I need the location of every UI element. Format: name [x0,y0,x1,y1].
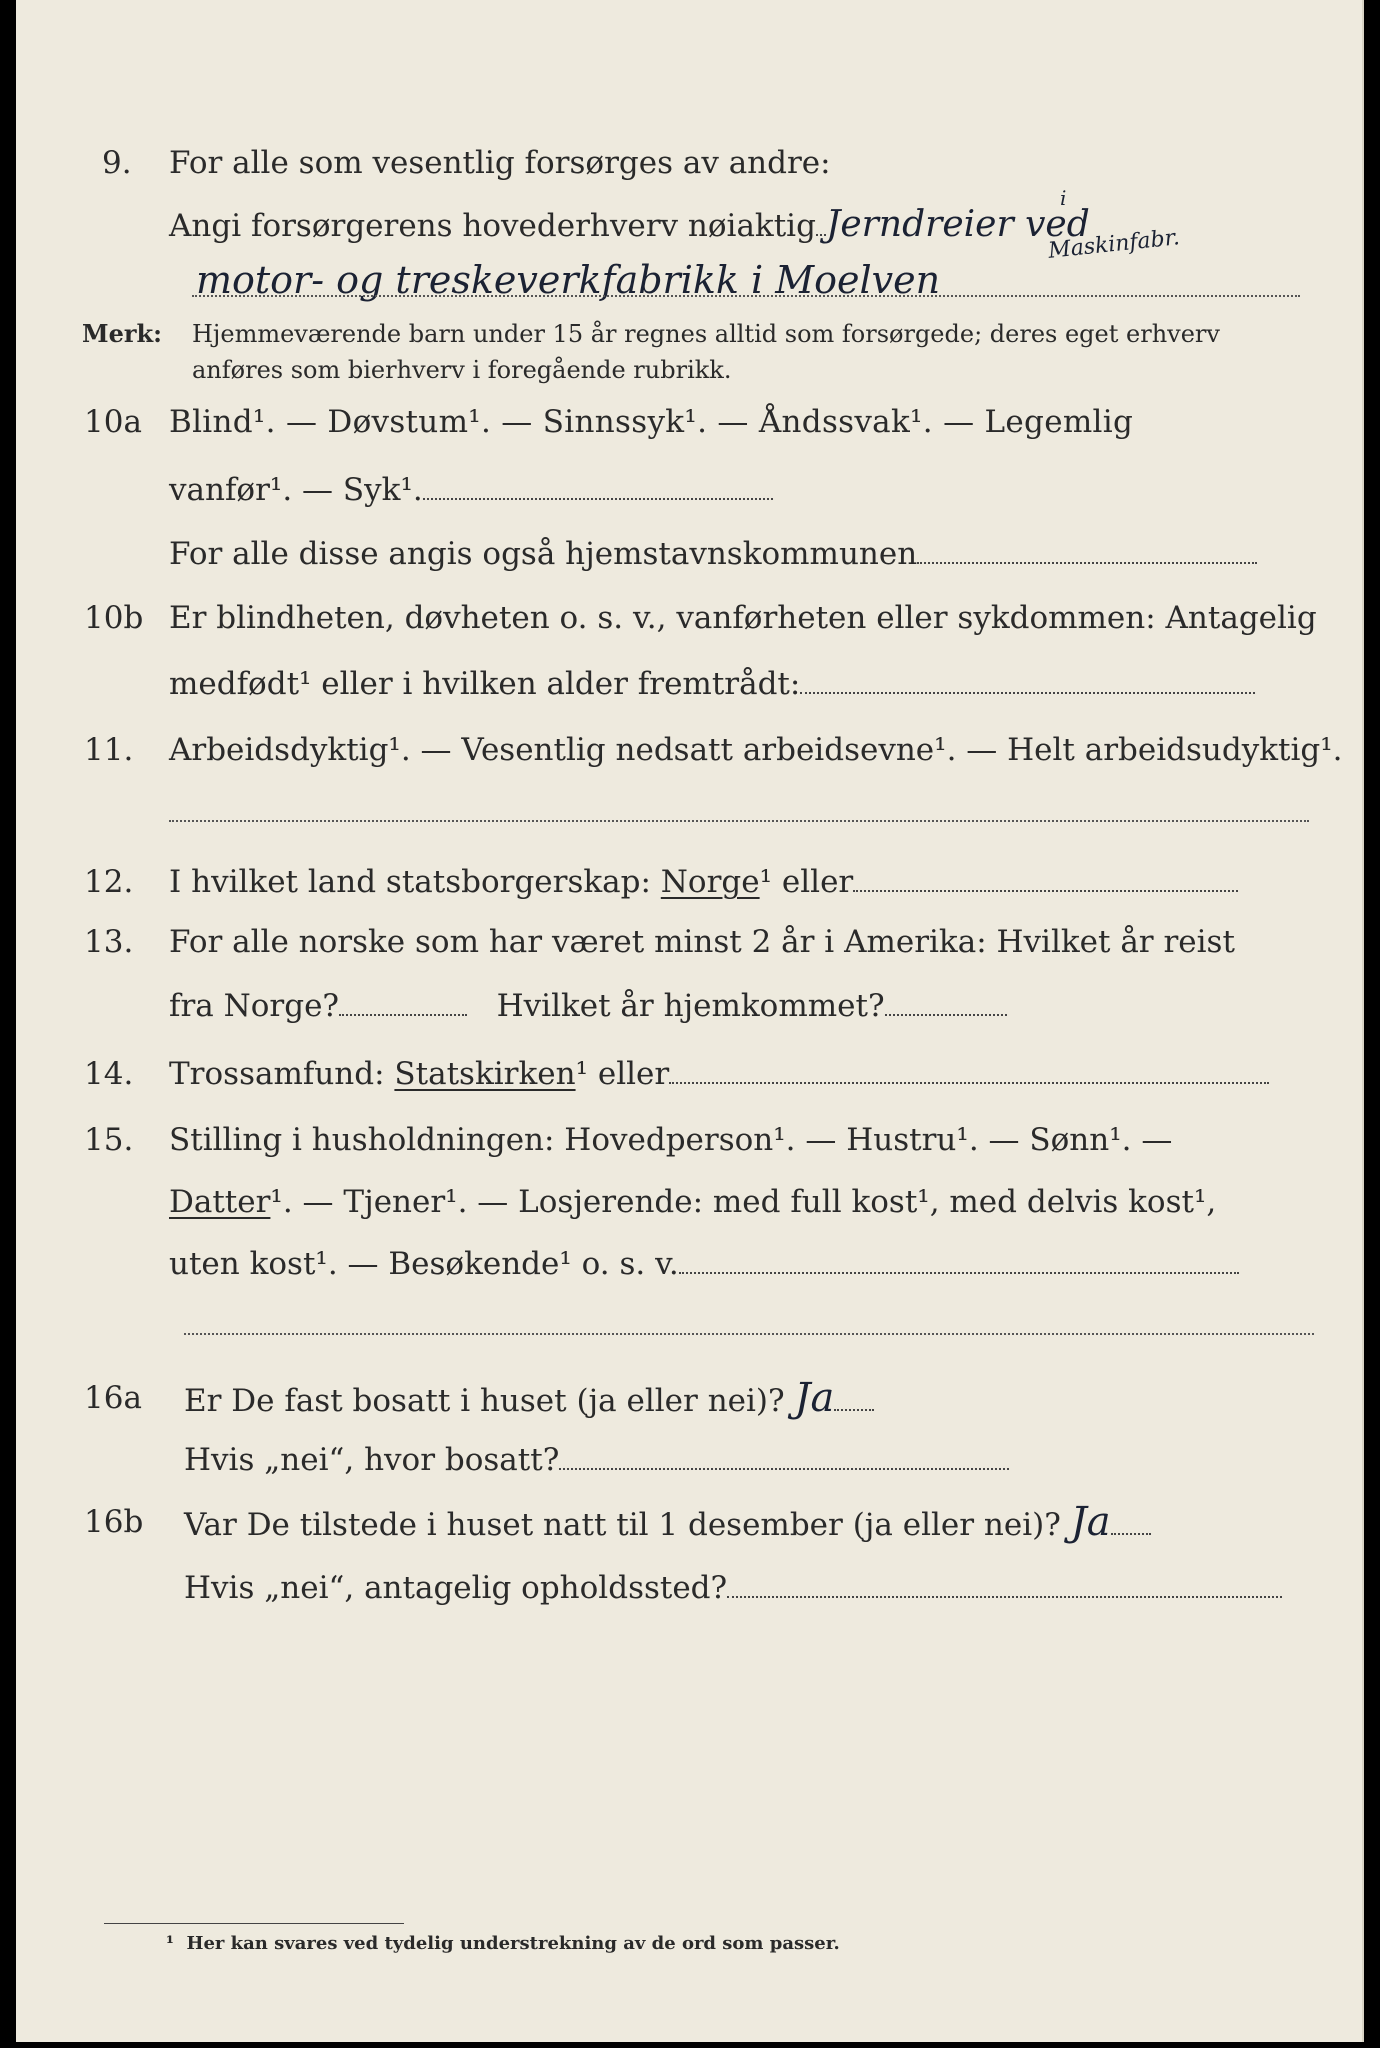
q9-line2 [169,205,1090,246]
q16a-line2 [184,1440,1009,1480]
q9-number: 9. [102,145,132,181]
q15-line2-rest: ¹. — Tjener¹. — Losjerende: med full kost¹, med delvis kost¹, [270,1184,1217,1220]
q16b-line1-text: Var De tilstede i huset natt til 1 desember (ja eller nei)? [184,1507,1061,1543]
q16b-line2-text: Hvis „nei“, antagelig opholdssted? [184,1570,728,1606]
q9-line2-text: Angi forsørgerens hovederhverv nøiaktig [169,208,816,244]
q15-number: 15. [84,1122,134,1158]
q13-line2b: Hvilket år hjemkommet? [496,988,885,1024]
q12-prefix: I hvilket land statsborgerskap: [169,864,651,900]
q16b-line2 [184,1568,1282,1608]
q15-line2 [169,1182,1216,1222]
q14-suffix: ¹ eller [575,1056,670,1092]
footnote-divider [104,1923,404,1924]
q16b-number: 16b [84,1504,144,1540]
q16b-answer: Ja [1070,1499,1111,1545]
q15-answer-line [184,1333,1314,1335]
q11-line1: Arbeidsdyktig¹. — Vesentlig nedsatt arbeidsevne¹. — Helt arbeidsudyktig¹. [169,732,1343,768]
q9-answer-line [192,295,1300,297]
q10a-line3 [169,534,1257,574]
q10a-line2 [169,470,773,510]
q11-number: 11. [84,732,134,768]
q9-handwritten-insert: Maskinfabr. [1047,225,1181,264]
q16a-answer: Ja [794,1375,835,1421]
q13-line2a: fra Norge? [169,988,340,1024]
q10a-line3-text: For alle disse angis også hjemstavnskommunen [169,536,918,572]
census-form-page [16,0,1364,2042]
q10b-line2 [169,664,1255,704]
q10a-number: 10a [84,404,142,440]
q14-prefix: Trossamfund: [169,1056,385,1092]
footnote-marker: ¹ [166,1933,174,1954]
footnote [166,1933,840,1954]
q13-number: 13. [84,924,134,960]
q16b-line1 [184,1499,1151,1545]
q14-answer-statskirken: Statskirken [394,1056,576,1092]
q10b-line2-text: medfødt¹ eller i hvilken alder fremtrådt: [169,666,801,702]
q12-answer-norge: Norge [660,864,760,900]
merk-line1: Hjemmeværende barn under 15 år regnes alltid som forsørgede; deres eget erhverv [192,320,1220,348]
q11-answer-line [169,820,1309,822]
q13-line2 [169,986,1007,1026]
q15-line3 [169,1244,1239,1284]
merk-line2: anføres som bierhverv i foregående rubrikk. [192,356,732,384]
q16a-line1-text: Er De fast bosatt i huset (ja eller nei)? [184,1383,785,1419]
q15-answer-datter: Datter [169,1184,271,1220]
q9-handwritten-a: Jerndreier ved [825,204,1090,245]
q16a-line1 [184,1375,874,1421]
q12-line [169,862,1238,902]
q10b-line1: Er blindheten, døvheten o. s. v., vanførheten eller sykdommen: Antagelig [169,600,1317,636]
q13-line1: For alle norske som har været minst 2 år i Amerika: Hvilket år reist [169,924,1235,960]
q16a-line2-text: Hvis „nei“, hvor bosatt? [184,1442,560,1478]
q9-handwritten-b: motor- og treskeverkfabrikk i Moelven [196,258,941,302]
q9-line1: For alle som vesentlig forsørges av andre: [169,145,831,181]
q16a-number: 16a [84,1380,142,1416]
q14-number: 14. [84,1056,134,1092]
q15-line3-text: uten kost¹. — Besøkende¹ o. s. v. [169,1246,679,1282]
q9-handwritten-insert-small: i [1060,186,1067,210]
q14-line [169,1054,1269,1094]
footnote-text: Her kan svares ved tydelig understrekning av de ord som passer. [186,1933,840,1954]
q12-number: 12. [84,864,134,900]
q10a-line1: Blind¹. — Døvstum¹. — Sinnssyk¹. — Åndssvak¹. — Legemlig [169,404,1134,440]
q15-line1: Stilling i husholdningen: Hovedperson¹. — Hustru¹. — Sønn¹. — [169,1122,1173,1158]
q12-suffix: ¹ eller [759,864,854,900]
merk-label: Merk: [82,319,162,348]
q10b-number: 10b [84,600,144,636]
q10a-line2-text: vanfør¹. — Syk¹. [169,472,423,508]
